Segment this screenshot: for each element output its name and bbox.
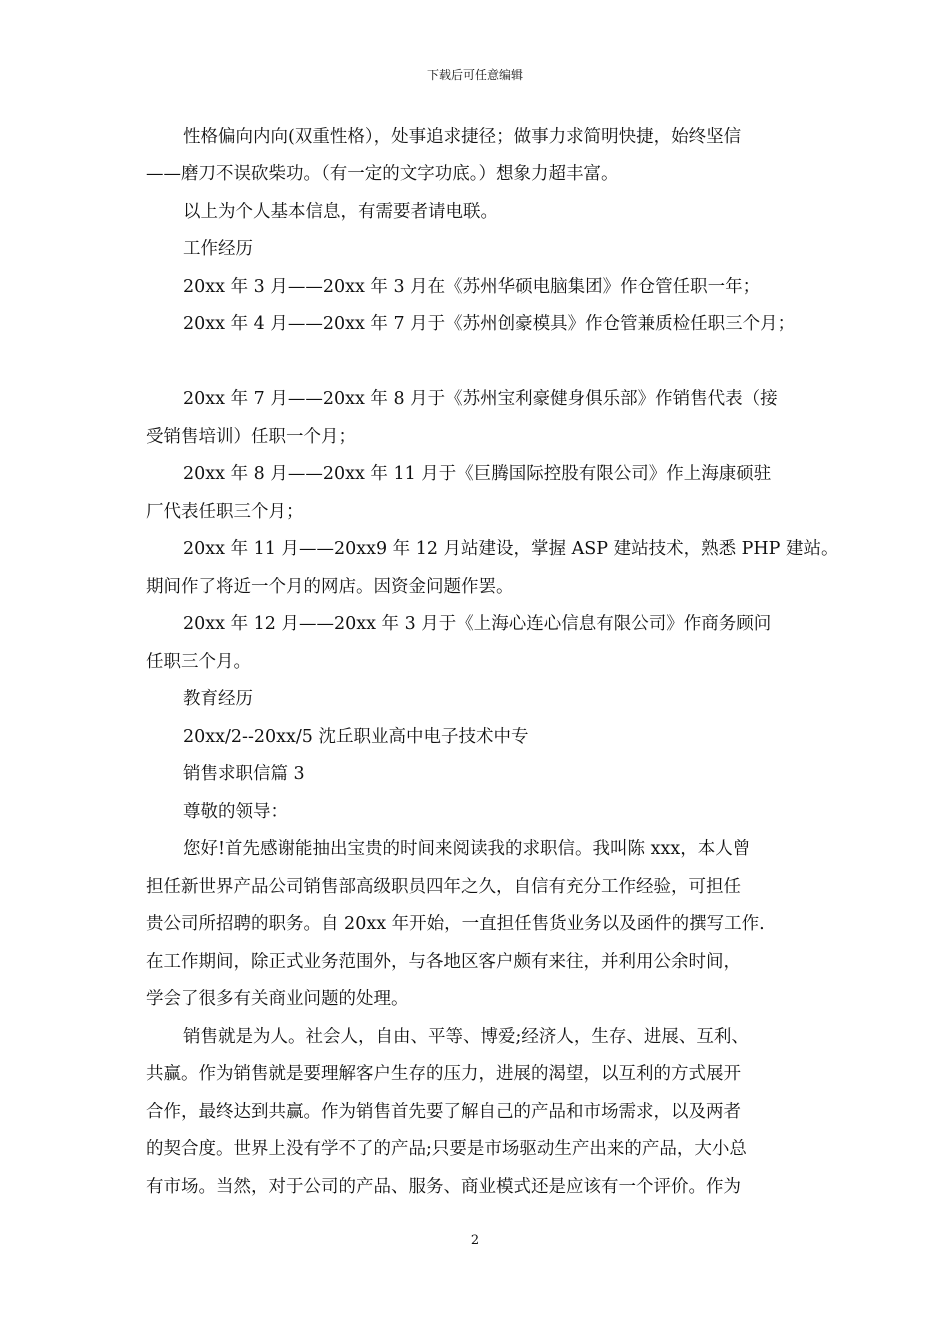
paragraph-line: ——磨刀不误砍柴功。（有一定的文字功底。）想象力超丰富。 bbox=[146, 164, 619, 184]
paragraph-line: 合作，最终达到共赢。作为销售首先要了解自己的产品和市场需求，以及两者 bbox=[146, 1102, 741, 1122]
page-number: 2 bbox=[470, 1233, 480, 1248]
page-header: 下载后可任意编辑 bbox=[426, 68, 523, 82]
paragraph-line: 性格偏向内向(双重性格），处事追求捷径；做事力求简明快捷，始终坚信 bbox=[183, 127, 742, 147]
paragraph-line: 的契合度。世界上没有学不了的产品;只要是市场驱动生产出来的产品，大小总 bbox=[146, 1139, 747, 1159]
paragraph-line: 任职三个月。 bbox=[146, 652, 251, 672]
paragraph-line: 在工作期间，除正式业务范围外，与各地区客户颇有来往，并利用公余时间， bbox=[146, 952, 741, 972]
paragraph-line: 有市场。当然，对于公司的产品、服务、商业模式还是应该有一个评价。作为 bbox=[146, 1177, 741, 1197]
paragraph-line: 共赢。作为销售就是要理解客户生存的压力，进展的渴望，以互利的方式展开 bbox=[146, 1064, 741, 1084]
paragraph-line: 20xx 年 7 月——20xx 年 8 月于《苏州宝利豪健身俱乐部》作销售代表（接 bbox=[183, 389, 778, 409]
paragraph-line: 20xx 年 12 月——20xx 年 3 月于《上海心连心信息有限公司》作商务顾问 bbox=[183, 614, 772, 634]
paragraph-line: 20xx 年 11 月——20xx9 年 12 月站建设，掌握 ASP 建站技术，熟悉 PHP 建站。 bbox=[183, 539, 839, 559]
salutation: 尊敬的领导： bbox=[183, 802, 288, 822]
section-heading: 销售求职信篇 3 bbox=[183, 764, 305, 784]
paragraph-line: 以上为个人基本信息，有需要者请电联。 bbox=[183, 202, 498, 222]
paragraph-line: 厂代表任职三个月； bbox=[146, 502, 304, 522]
paragraph-line: 20xx 年 4 月——20xx 年 7 月于《苏州创豪模具》作仓管兼质检任职三个月； bbox=[183, 314, 796, 334]
paragraph-line: 担任新世界产品公司销售部高级职员四年之久，自信有充分工作经验，可担任 bbox=[146, 877, 741, 897]
paragraph-line: 受销售培训）任职一个月； bbox=[146, 427, 356, 447]
paragraph-line: 20xx 年 8 月——20xx 年 11 月于《巨腾国际控股有限公司》作上海康硕驻 bbox=[183, 464, 772, 484]
section-heading: 工作经历 bbox=[183, 239, 253, 259]
paragraph-line: 20xx/2--20xx/5 沈丘职业高中电子技术中专 bbox=[183, 727, 529, 747]
paragraph-line: 贵公司所招聘的职务。自 20xx 年开始，一直担任售货业务以及函件的撰写工作. bbox=[146, 914, 765, 934]
paragraph-line: 20xx 年 3 月——20xx 年 3 月在《苏州华硕电脑集团》作仓管任职一年； bbox=[183, 277, 761, 297]
paragraph-line: 期间作了将近一个月的网店。因资金问题作罢。 bbox=[146, 577, 514, 597]
section-heading: 教育经历 bbox=[183, 689, 253, 709]
paragraph-line: 销售就是为人。社会人，自由、平等、博爱;经济人，生存、进展、互利、 bbox=[183, 1027, 749, 1047]
paragraph-line: 您好!首先感谢能抽出宝贵的时间来阅读我的求职信。我叫陈 xxx，本人曾 bbox=[183, 839, 751, 859]
paragraph-line: 学会了很多有关商业问题的处理。 bbox=[146, 989, 409, 1009]
